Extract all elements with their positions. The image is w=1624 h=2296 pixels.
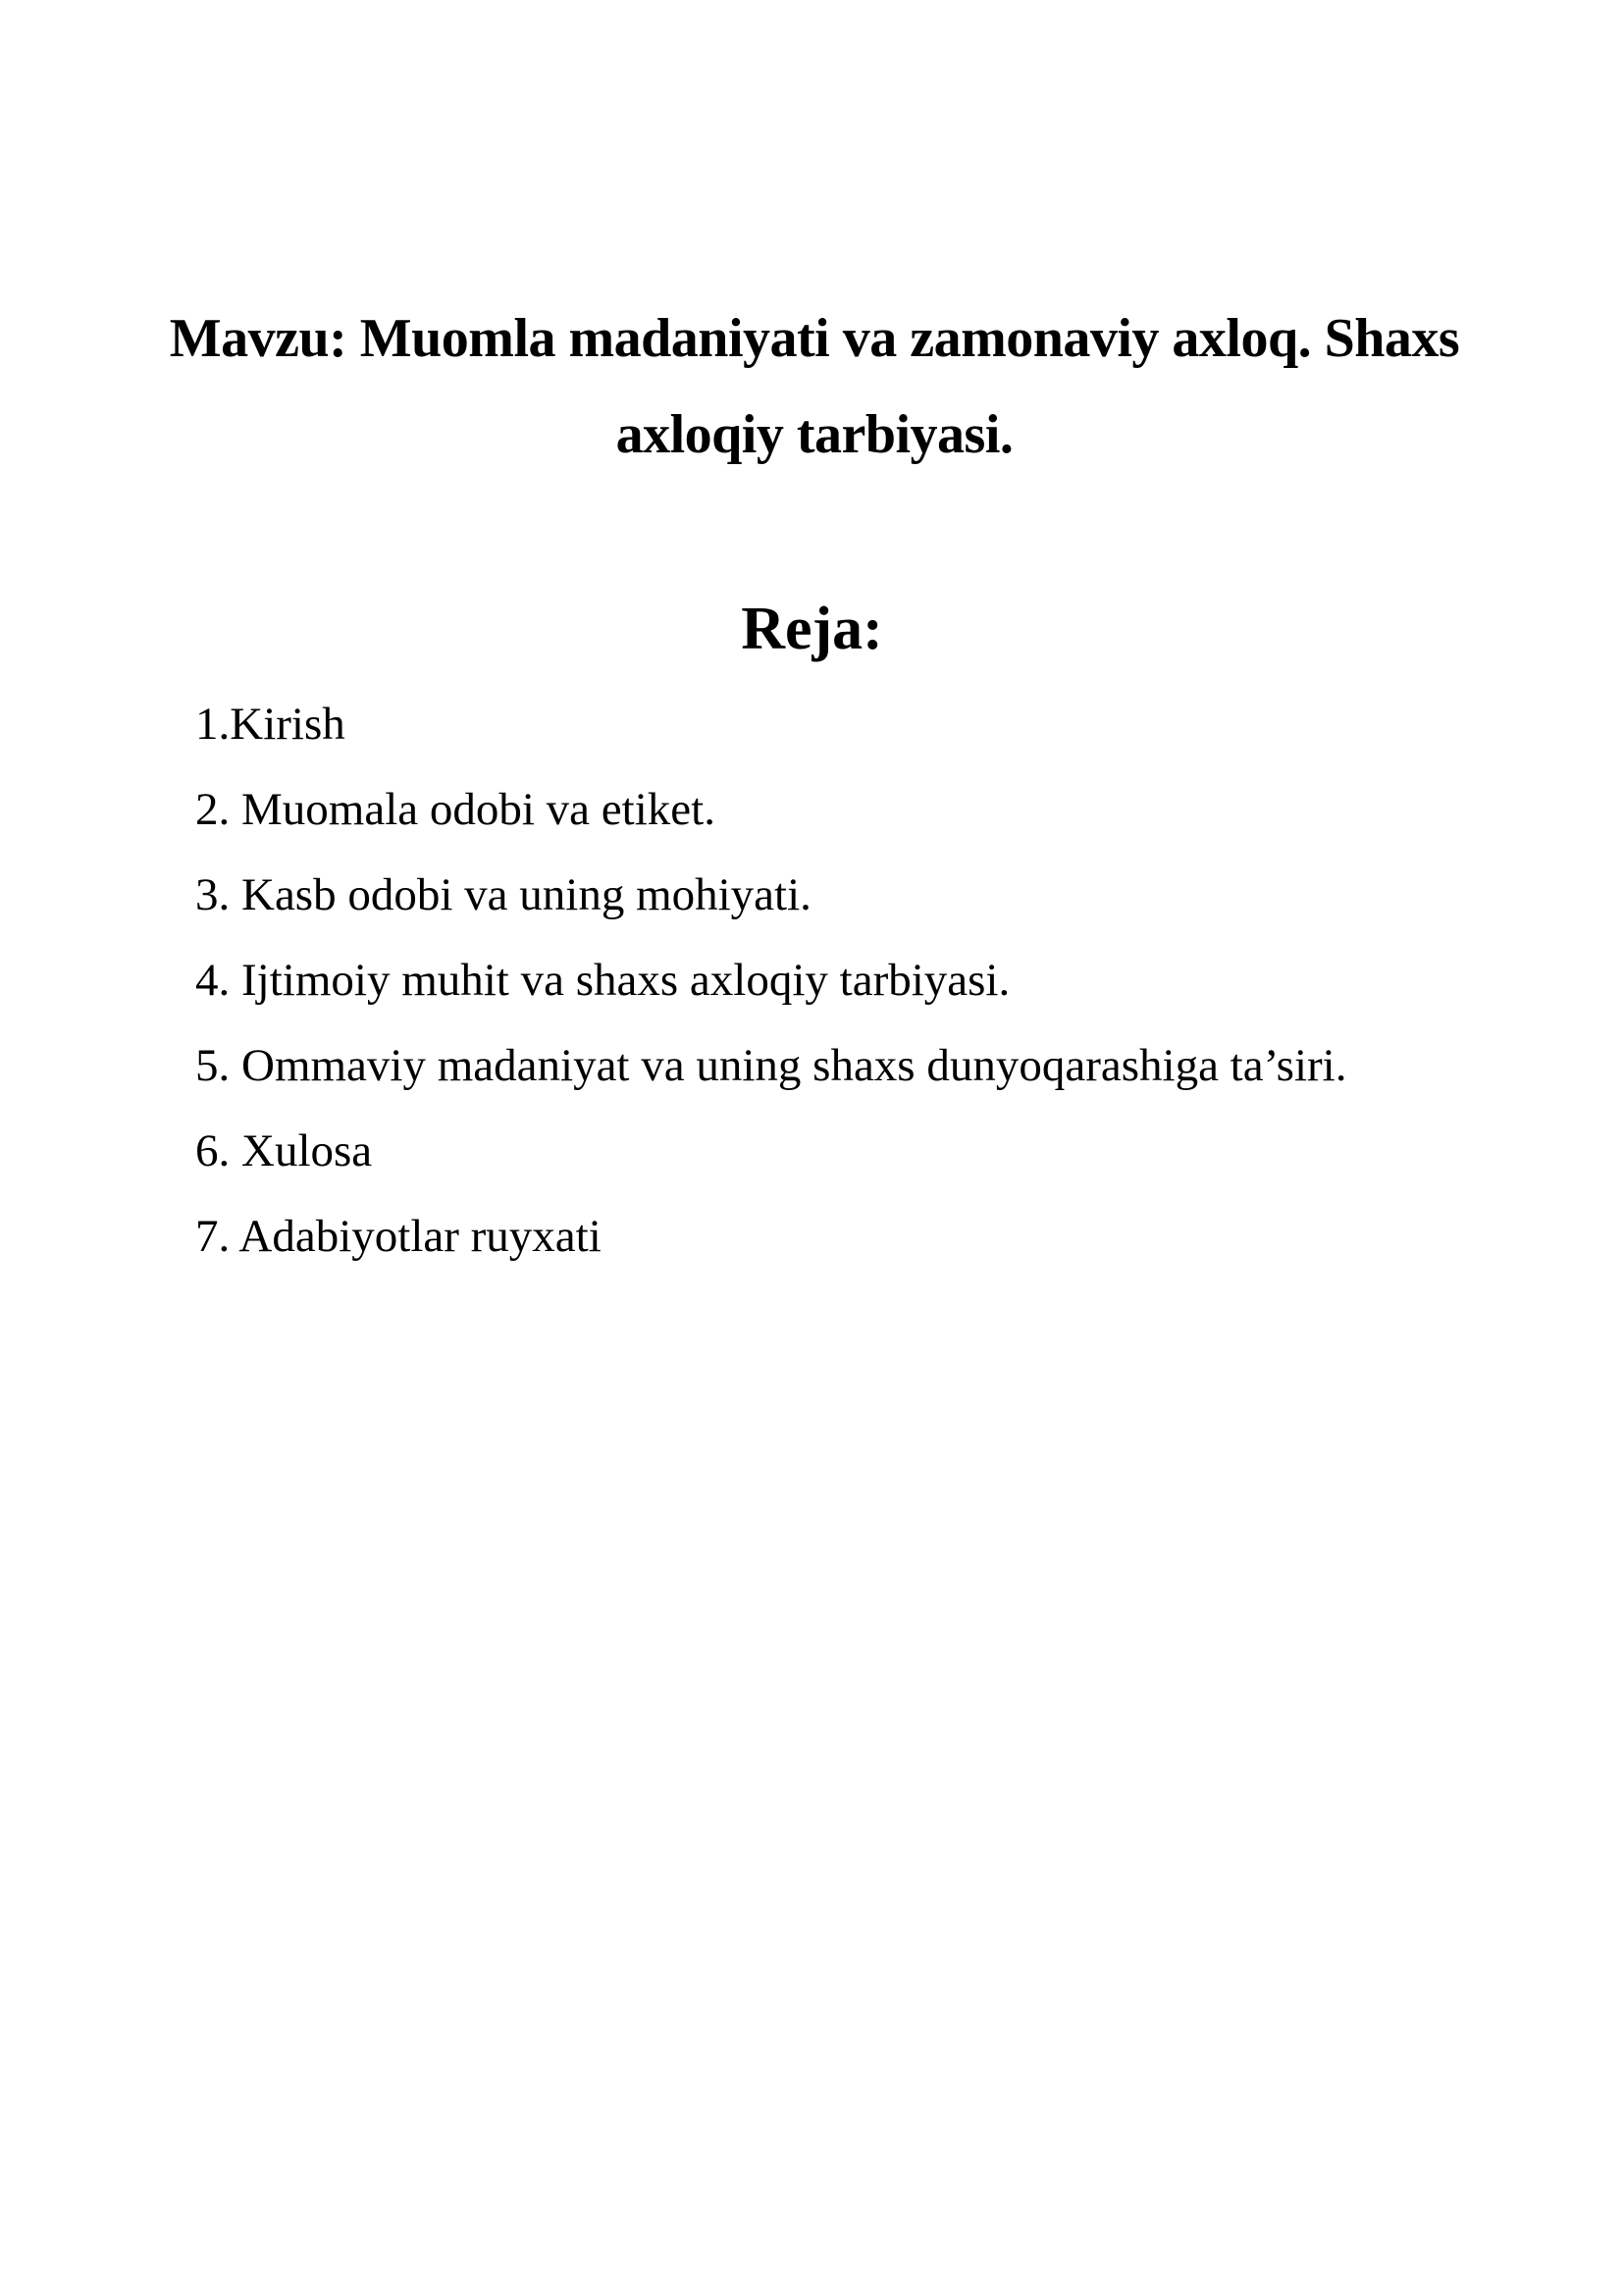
- plan-item-5: 5. Ommaviy madaniyat va uning shaxs dunyoqarashiga ta’siri.: [195, 1040, 1347, 1091]
- plan-item-1: 1.Kirish: [195, 699, 345, 750]
- plan-list: [195, 682, 1346, 1279]
- plan-heading: Reja:: [741, 596, 883, 662]
- plan-item-3: 3. Kasb odobi va uning mohiyati.: [195, 869, 812, 920]
- plan-item-6: 6. Xulosa: [195, 1125, 373, 1176]
- plan-item-7: 7. Adabiyotlar ruyxati: [195, 1211, 602, 1262]
- plan-item-4: 4. Ijtimoiy muhit va shaxs axloqiy tarbiyasi.: [195, 955, 1011, 1006]
- document-title: Mavzu: Muomla madaniyati va zamonaviy axloq. Shaxs axloqiy tarbiyasi.: [169, 308, 1460, 465]
- plan-item-2: 2. Muomala odobi va etiket.: [195, 784, 715, 835]
